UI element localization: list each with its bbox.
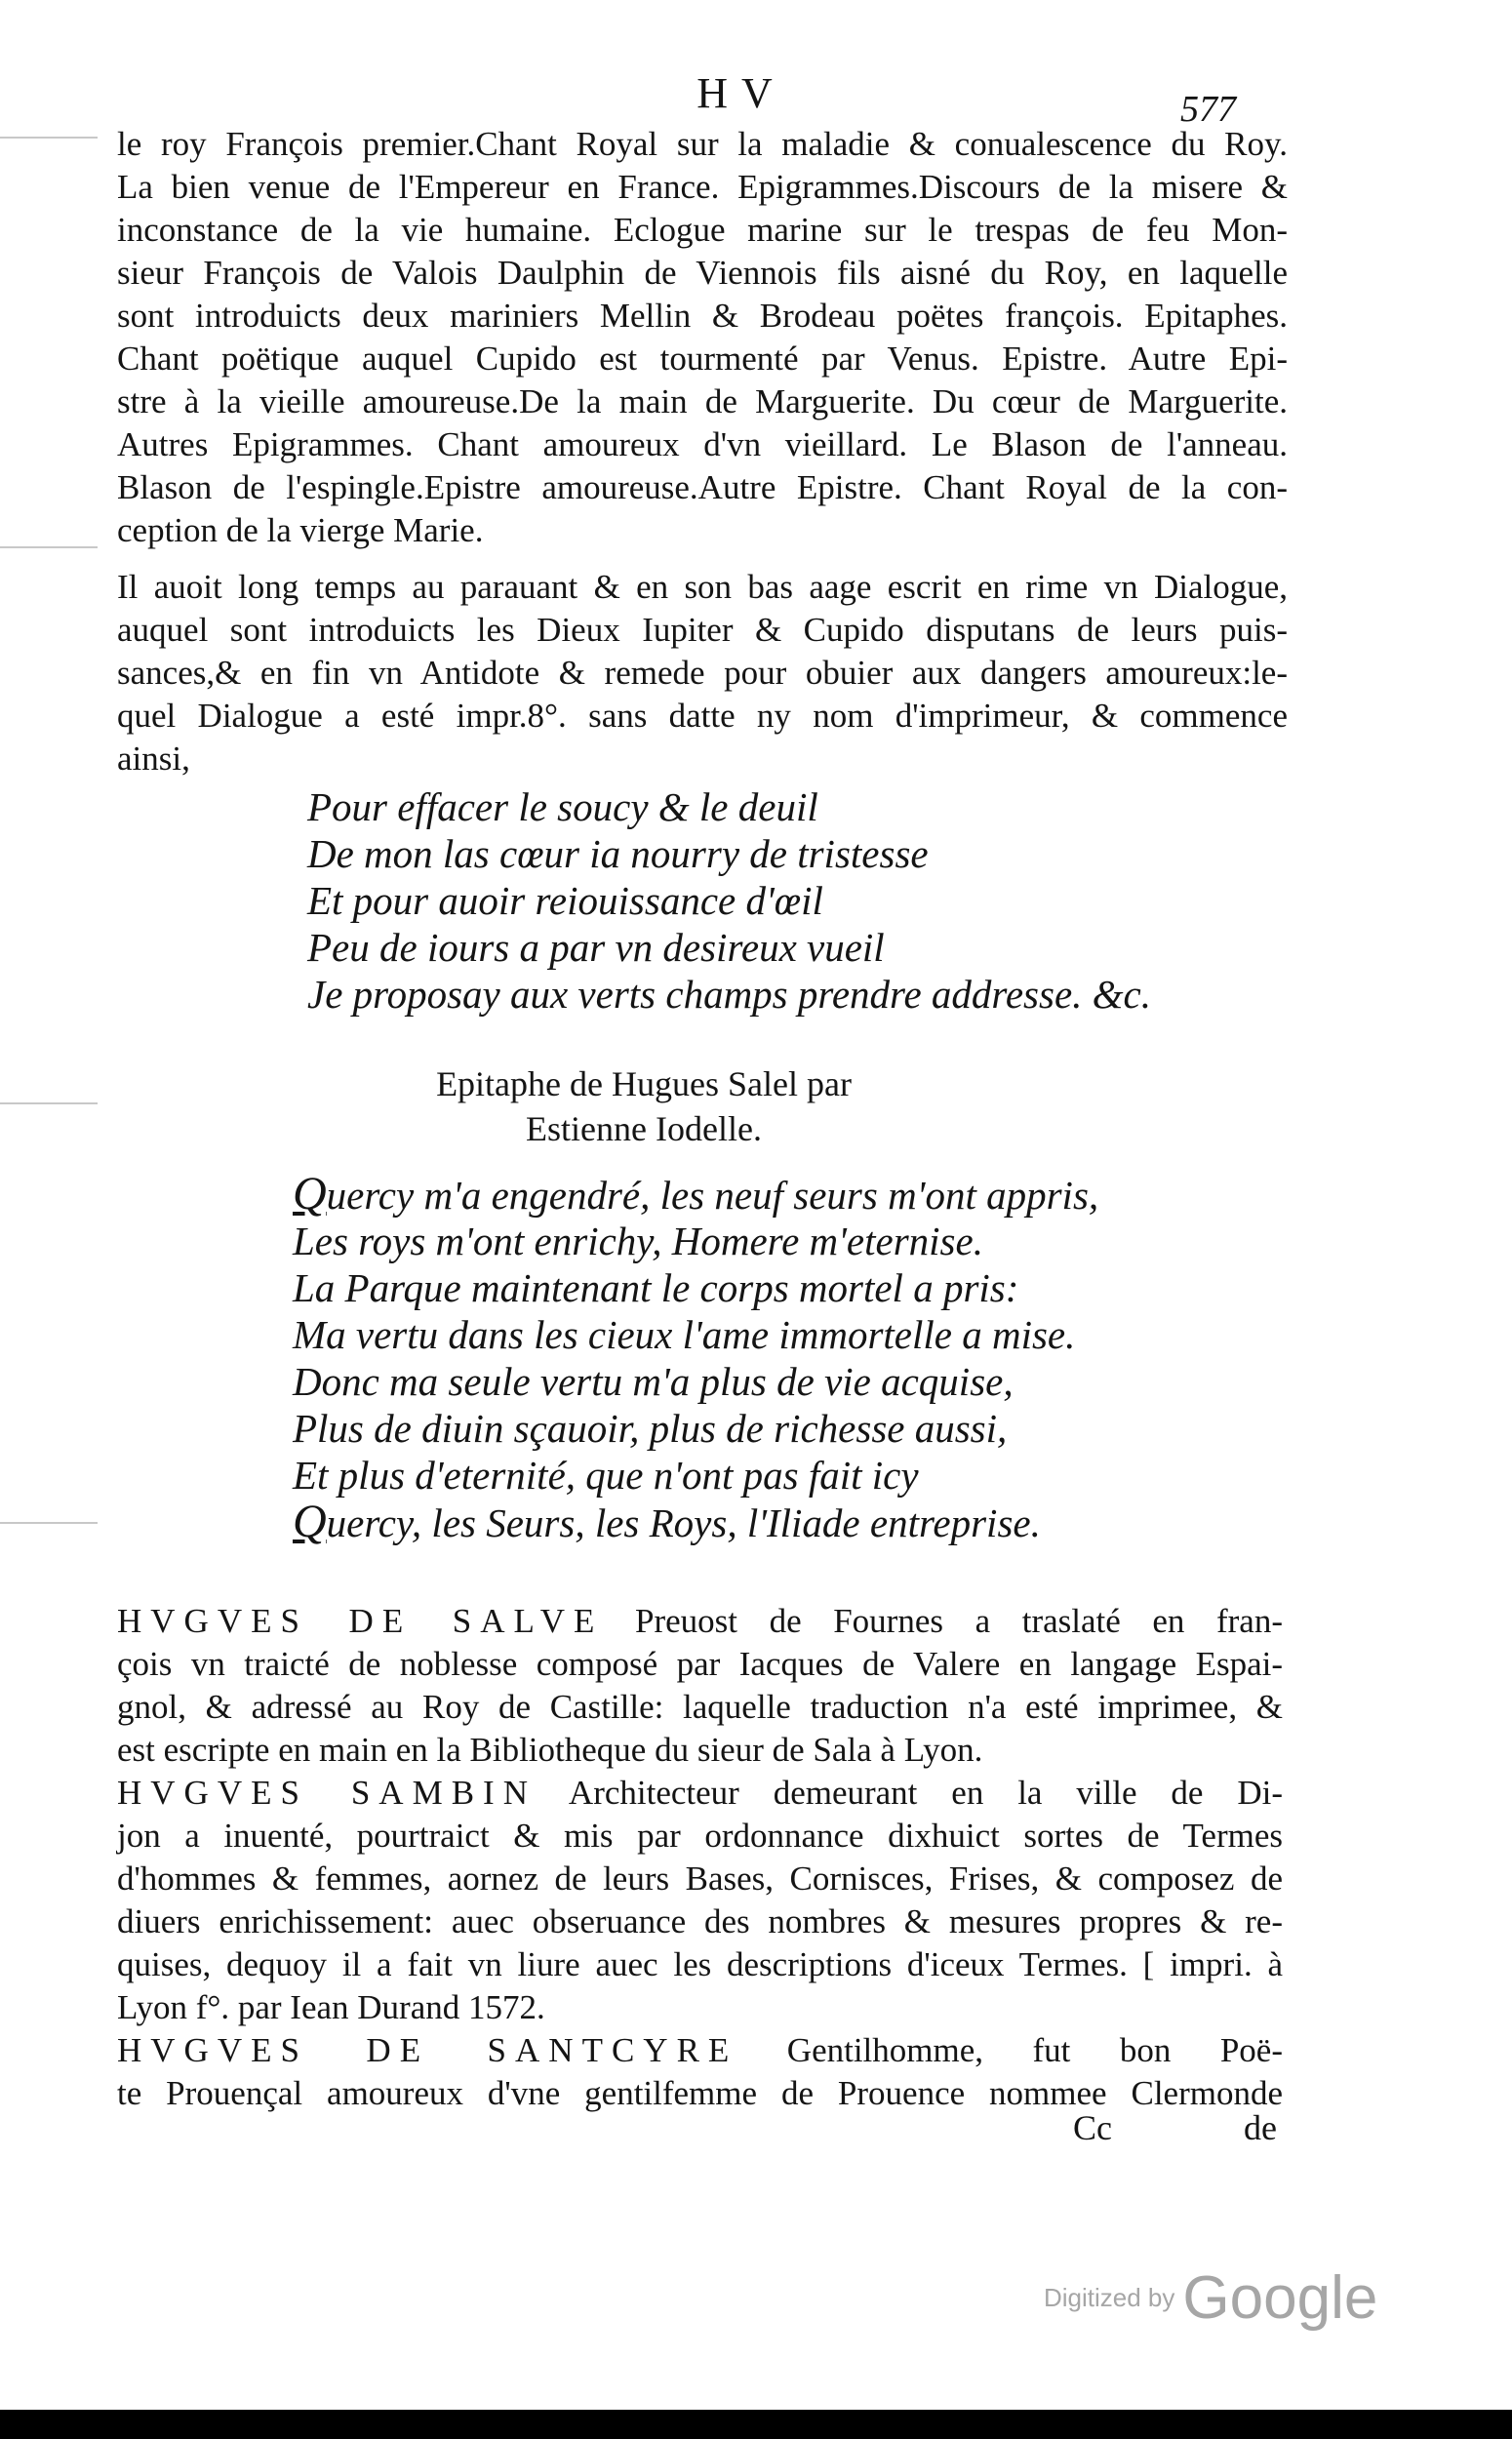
running-head: HV <box>696 69 786 117</box>
entry-text: Gentilhomme, fut bon Poë- <box>737 2031 1283 2069</box>
text-line: Chant poëtique auquel Cupido est tourmenté par Venus. Epistre. Autre Epi- <box>117 340 1288 378</box>
epitaph-heading <box>341 1061 946 1151</box>
text-line: stre à la vieille amoureuse.De la main de Marguerite. Du cœur de Marguerite. <box>117 382 1288 420</box>
text-line: La bien venue de l'Empereur en France. Epigrammes.Discours de la misere & <box>117 168 1288 206</box>
bibliography-entries <box>117 1600 1283 2115</box>
catchword: de <box>1244 2108 1277 2147</box>
entry-text: Preuost de Fournes a traslaté en fran- <box>603 1602 1284 1640</box>
google-logo: Google <box>1182 2264 1378 2332</box>
verse-line: Je proposay aux verts champs prendre addresse. &c. <box>307 972 1151 1017</box>
verse-initial: Q <box>293 1496 327 1547</box>
text-line: diuers enrichissement: auec obseruance des nombres & mesures propres & re- <box>117 1902 1283 1940</box>
text-line: sont introduicts deux mariniers Mellin & Brodeau poëtes françois. Epitaphes. <box>117 297 1288 335</box>
bleed-through-mark <box>0 546 98 548</box>
epitaph-verse <box>293 1168 1099 1547</box>
bleed-through-mark <box>0 1522 98 1524</box>
text-line: ainsi, <box>117 740 190 778</box>
epitaph-heading-line: Epitaphe de Hugues Salel par <box>436 1064 852 1103</box>
text-line: Autres Epigrammes. Chant amoureux d'vn vieillard. Le Blason de l'anneau. <box>117 425 1288 463</box>
verse-line <box>293 1168 1099 1220</box>
entry-first-line <box>117 2029 1283 2072</box>
verse-line: Donc ma seule vertu m'a plus de vie acquise, <box>293 1359 1014 1404</box>
verse-line: Pour effacer le soucy & le deuil <box>307 784 818 829</box>
verse-line: Plus de diuin sçauoir, plus de richesse aussi, <box>293 1406 1008 1451</box>
paragraph-works-list <box>117 123 1288 552</box>
bleed-through-mark <box>0 1102 98 1104</box>
verse-line: Les roys m'ont enrichy, Homere m'eternise. <box>293 1219 983 1263</box>
bleed-through-mark <box>0 137 98 139</box>
entry-name: HVGVES SAMBIN <box>117 1774 537 1812</box>
text-line: jon a inuenté, pourtraict & mis par ordonnance dixhuict sortes de Termes <box>117 1817 1283 1855</box>
text-line: auquel sont introduicts les Dieux Iupiter & Cupido disputans de leurs puis- <box>117 611 1288 649</box>
verse-line: Et plus d'eternité, que n'ont pas fait icy <box>293 1453 919 1498</box>
text-line: Il auoit long temps au parauant & en son bas aage escrit en rime vn Dialogue, <box>117 568 1288 606</box>
text-line: quises, dequoy il a fait vn liure auec les descriptions d'iceux Termes. [ impri. à <box>117 1945 1283 1983</box>
verse-line: La Parque maintenant le corps mortel a pris: <box>293 1265 1019 1310</box>
entry-text: Architecteur demeurant en la ville de Di- <box>536 1774 1283 1812</box>
verse-line: Ma vertu dans les cieux l'ame immortelle a mise. <box>293 1312 1076 1357</box>
text-line: sieur François de Valois Daulphin de Viennois fils aisné du Roy, en laquelle <box>117 254 1288 292</box>
signature-mark: Cc <box>1073 2108 1112 2147</box>
digitized-by-watermark <box>1044 2263 1377 2333</box>
page-number: 577 <box>1180 89 1236 130</box>
paragraph-dialogue <box>117 566 1288 780</box>
entry-name: HVGVES DE SANTCYRE <box>117 2031 738 2069</box>
text-line: inconstance de la vie humaine. Eclogue marine sur le trespas de feu Mon- <box>117 211 1288 249</box>
verse-line: De mon las cœur ia nourry de tristesse <box>307 831 929 876</box>
verse-initial: Q <box>293 1168 327 1220</box>
text-line: Blason de l'espingle.Epistre amoureuse.Autre Epistre. Chant Royal de la con- <box>117 468 1288 506</box>
text-line: Lyon f°. par Iean Durand 1572. <box>117 1988 545 2026</box>
text-line: te Prouençal amoureux d'vne gentilfemme de Prouence nommee Clermonde <box>117 2074 1283 2112</box>
text-line: sances,& en fin vn Antidote & remede pour obuier aux dangers amoureux:le- <box>117 654 1288 692</box>
epitaph-heading-line: Estienne Iodelle. <box>526 1109 762 1148</box>
verse-line-text: uercy, les Seurs, les Roys, l'Iliade entreprise. <box>326 1500 1041 1545</box>
digitized-by-text: Digitized by <box>1044 2283 1175 2312</box>
verse-quotation <box>307 783 1151 1018</box>
verse-line: Peu de iours a par vn desireux vueil <box>307 925 885 970</box>
text-line: est escripte en main en la Bibliotheque du sieur de Sala à Lyon. <box>117 1731 983 1769</box>
verse-line <box>293 1496 1098 1547</box>
text-line: quel Dialogue a esté impr.8°. sans datte ny nom d'imprimeur, & commence <box>117 697 1288 735</box>
text-line: le roy François premier.Chant Royal sur la maladie & conualescence du Roy. <box>117 125 1288 163</box>
scan-edge-bar <box>0 2410 1512 2439</box>
entry-name: HVGVES DE SALVE <box>117 1602 604 1640</box>
entry-first-line <box>117 1600 1283 1643</box>
verse-line: Et pour auoir reiouissance d'œil <box>307 878 823 923</box>
text-line: çois vn traicté de noblesse composé par Iacques de Valere en langage Espai- <box>117 1645 1283 1683</box>
entry-first-line <box>117 1772 1283 1815</box>
verse-line-text: uercy m'a engendré, les neuf seurs m'ont appris, <box>326 1173 1099 1218</box>
text-line: d'hommes & femmes, aornez de leurs Bases, Cornisces, Frises, & composez de <box>117 1859 1283 1898</box>
text-line: ception de la vierge Marie. <box>117 511 484 549</box>
text-line: gnol, & adressé au Roy de Castille: laquelle traduction n'a esté imprimee, & <box>117 1688 1283 1726</box>
